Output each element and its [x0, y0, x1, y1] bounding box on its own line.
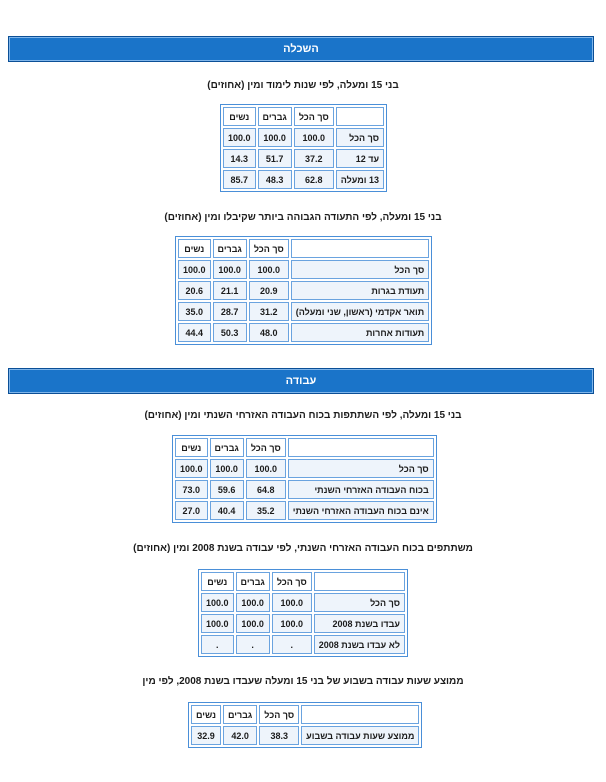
table-header-row — [191, 705, 419, 724]
table-cell: 85.7 — [223, 170, 256, 189]
table-corner-cell — [288, 438, 434, 457]
table-cell: 100.0 — [175, 459, 208, 478]
table-row — [223, 170, 384, 189]
table-cell: 100.0 — [178, 260, 211, 279]
data-table-weekly-hours — [188, 702, 422, 748]
section-header-work — [8, 368, 594, 394]
table-header-cell: נשים — [178, 239, 211, 258]
row-label: סך הכל — [288, 459, 434, 478]
row-label: עד 12 — [336, 149, 384, 168]
table-row — [178, 260, 429, 279]
table-cell: 73.0 — [175, 480, 208, 499]
table-header-cell: נשים — [223, 107, 256, 126]
table-cell: 100.0 — [201, 614, 234, 633]
table-row — [178, 323, 429, 342]
table-cell: 100.0 — [246, 459, 286, 478]
table-cell: 21.1 — [213, 281, 247, 300]
table-cell: 48.3 — [258, 170, 292, 189]
table-header-row — [201, 572, 405, 591]
table-cell: 100.0 — [236, 614, 270, 633]
section-header-education — [8, 36, 594, 62]
table-caption: בני 15 ומעלה, לפי שנות לימוד ומין (אחוזים) — [207, 80, 399, 91]
data-table-worked-in-2008 — [198, 569, 408, 657]
row-label: 13 ומעלה — [336, 170, 384, 189]
table-corner-cell — [336, 107, 384, 126]
table-cell: 35.0 — [178, 302, 211, 321]
row-label: סך הכל — [314, 593, 405, 612]
table-cell: 42.0 — [223, 726, 257, 745]
table-row — [178, 281, 429, 300]
table-header-cell: גברים — [223, 705, 257, 724]
table-cell: 100.0 — [223, 128, 256, 147]
row-label: בכוח העבודה האזרחי השנתי — [288, 480, 434, 499]
table-cell: 31.2 — [249, 302, 289, 321]
table-cell: 20.6 — [178, 281, 211, 300]
table-header-cell: נשים — [191, 705, 221, 724]
table-cell: . — [272, 635, 312, 654]
table-cell: 35.2 — [246, 501, 286, 520]
table-cell: 50.3 — [213, 323, 247, 342]
table-header-cell: נשים — [175, 438, 208, 457]
table-cell: 100.0 — [272, 614, 312, 633]
table-row — [201, 635, 405, 654]
table-caption: בני 15 ומעלה, לפי השתתפות בכוח העבודה האזרחי השנתי ומין (אחוזים) — [144, 410, 462, 421]
table-cell: 48.0 — [249, 323, 289, 342]
table-row — [191, 726, 419, 745]
data-table-labor-force-participation — [172, 435, 437, 523]
table-cell: 59.6 — [210, 480, 244, 499]
section-title: השכלה — [283, 43, 319, 55]
table-header-row — [175, 438, 434, 457]
table-cell: 100.0 — [272, 593, 312, 612]
table-header-row — [178, 239, 429, 258]
table-cell: 32.9 — [191, 726, 221, 745]
table-corner-cell — [291, 239, 430, 258]
table-header-cell: גברים — [213, 239, 247, 258]
section-title: עבודה — [285, 375, 317, 387]
table-header-cell: סך הכל — [294, 107, 334, 126]
table-cell: . — [236, 635, 270, 654]
table-row — [175, 501, 434, 520]
table-cell: 64.8 — [246, 480, 286, 499]
table-row — [201, 614, 405, 633]
table-header-cell: סך הכל — [272, 572, 312, 591]
row-label: תעודת בגרות — [291, 281, 430, 300]
row-label: עבדו בשנת 2008 — [314, 614, 405, 633]
table-row — [223, 149, 384, 168]
table-cell: 44.4 — [178, 323, 211, 342]
table-row — [223, 128, 384, 147]
table-cell: 20.9 — [249, 281, 289, 300]
table-cell: 37.2 — [294, 149, 334, 168]
data-table-highest-certificate — [175, 236, 432, 345]
table-header-cell: סך הכל — [259, 705, 299, 724]
table-header-row — [223, 107, 384, 126]
row-label: תואר אקדמי (ראשון, שני ומעלה) — [291, 302, 430, 321]
table-header-cell: נשים — [201, 572, 234, 591]
row-label: סך הכל — [336, 128, 384, 147]
table-caption: משתתפים בכוח העבודה האזרחי השנתי, לפי עבודה בשנת 2008 ומין (אחוזים) — [133, 543, 473, 554]
table-cell: 40.4 — [210, 501, 244, 520]
row-label: אינם בכוח העבודה האזרחי השנתי — [288, 501, 434, 520]
table-corner-cell — [314, 572, 405, 591]
data-table-years-of-study — [220, 104, 387, 192]
table-cell: 27.0 — [175, 501, 208, 520]
table-header-cell: סך הכל — [246, 438, 286, 457]
row-label: סך הכל — [291, 260, 430, 279]
table-cell: . — [201, 635, 234, 654]
table-header-cell: גברים — [258, 107, 292, 126]
table-cell: 100.0 — [249, 260, 289, 279]
row-label: לא עבדו בשנת 2008 — [314, 635, 405, 654]
table-caption: ממוצע שעות עבודה בשבוע של בני 15 ומעלה שעבדו בשנת 2008, לפי מין — [142, 676, 464, 687]
table-header-cell: סך הכל — [249, 239, 289, 258]
row-label: תעודות אחרות — [291, 323, 430, 342]
table-row — [178, 302, 429, 321]
table-corner-cell — [301, 705, 419, 724]
table-cell: 100.0 — [236, 593, 270, 612]
table-cell: 38.3 — [259, 726, 299, 745]
table-row — [175, 480, 434, 499]
table-row — [175, 459, 434, 478]
table-cell: 100.0 — [210, 459, 244, 478]
table-cell: 51.7 — [258, 149, 292, 168]
table-cell: 100.0 — [201, 593, 234, 612]
table-cell: 100.0 — [213, 260, 247, 279]
table-header-cell: גברים — [210, 438, 244, 457]
table-header-cell: גברים — [236, 572, 270, 591]
row-label: ממוצע שעות עבודה בשבוע — [301, 726, 419, 745]
table-cell: 100.0 — [258, 128, 292, 147]
table-cell: 62.8 — [294, 170, 334, 189]
table-row — [201, 593, 405, 612]
table-cell: 14.3 — [223, 149, 256, 168]
table-caption: בני 15 ומעלה, לפי התעודה הגבוהה ביותר שקיבלו ומין (אחוזים) — [164, 212, 442, 223]
table-cell: 100.0 — [294, 128, 334, 147]
table-cell: 28.7 — [213, 302, 247, 321]
